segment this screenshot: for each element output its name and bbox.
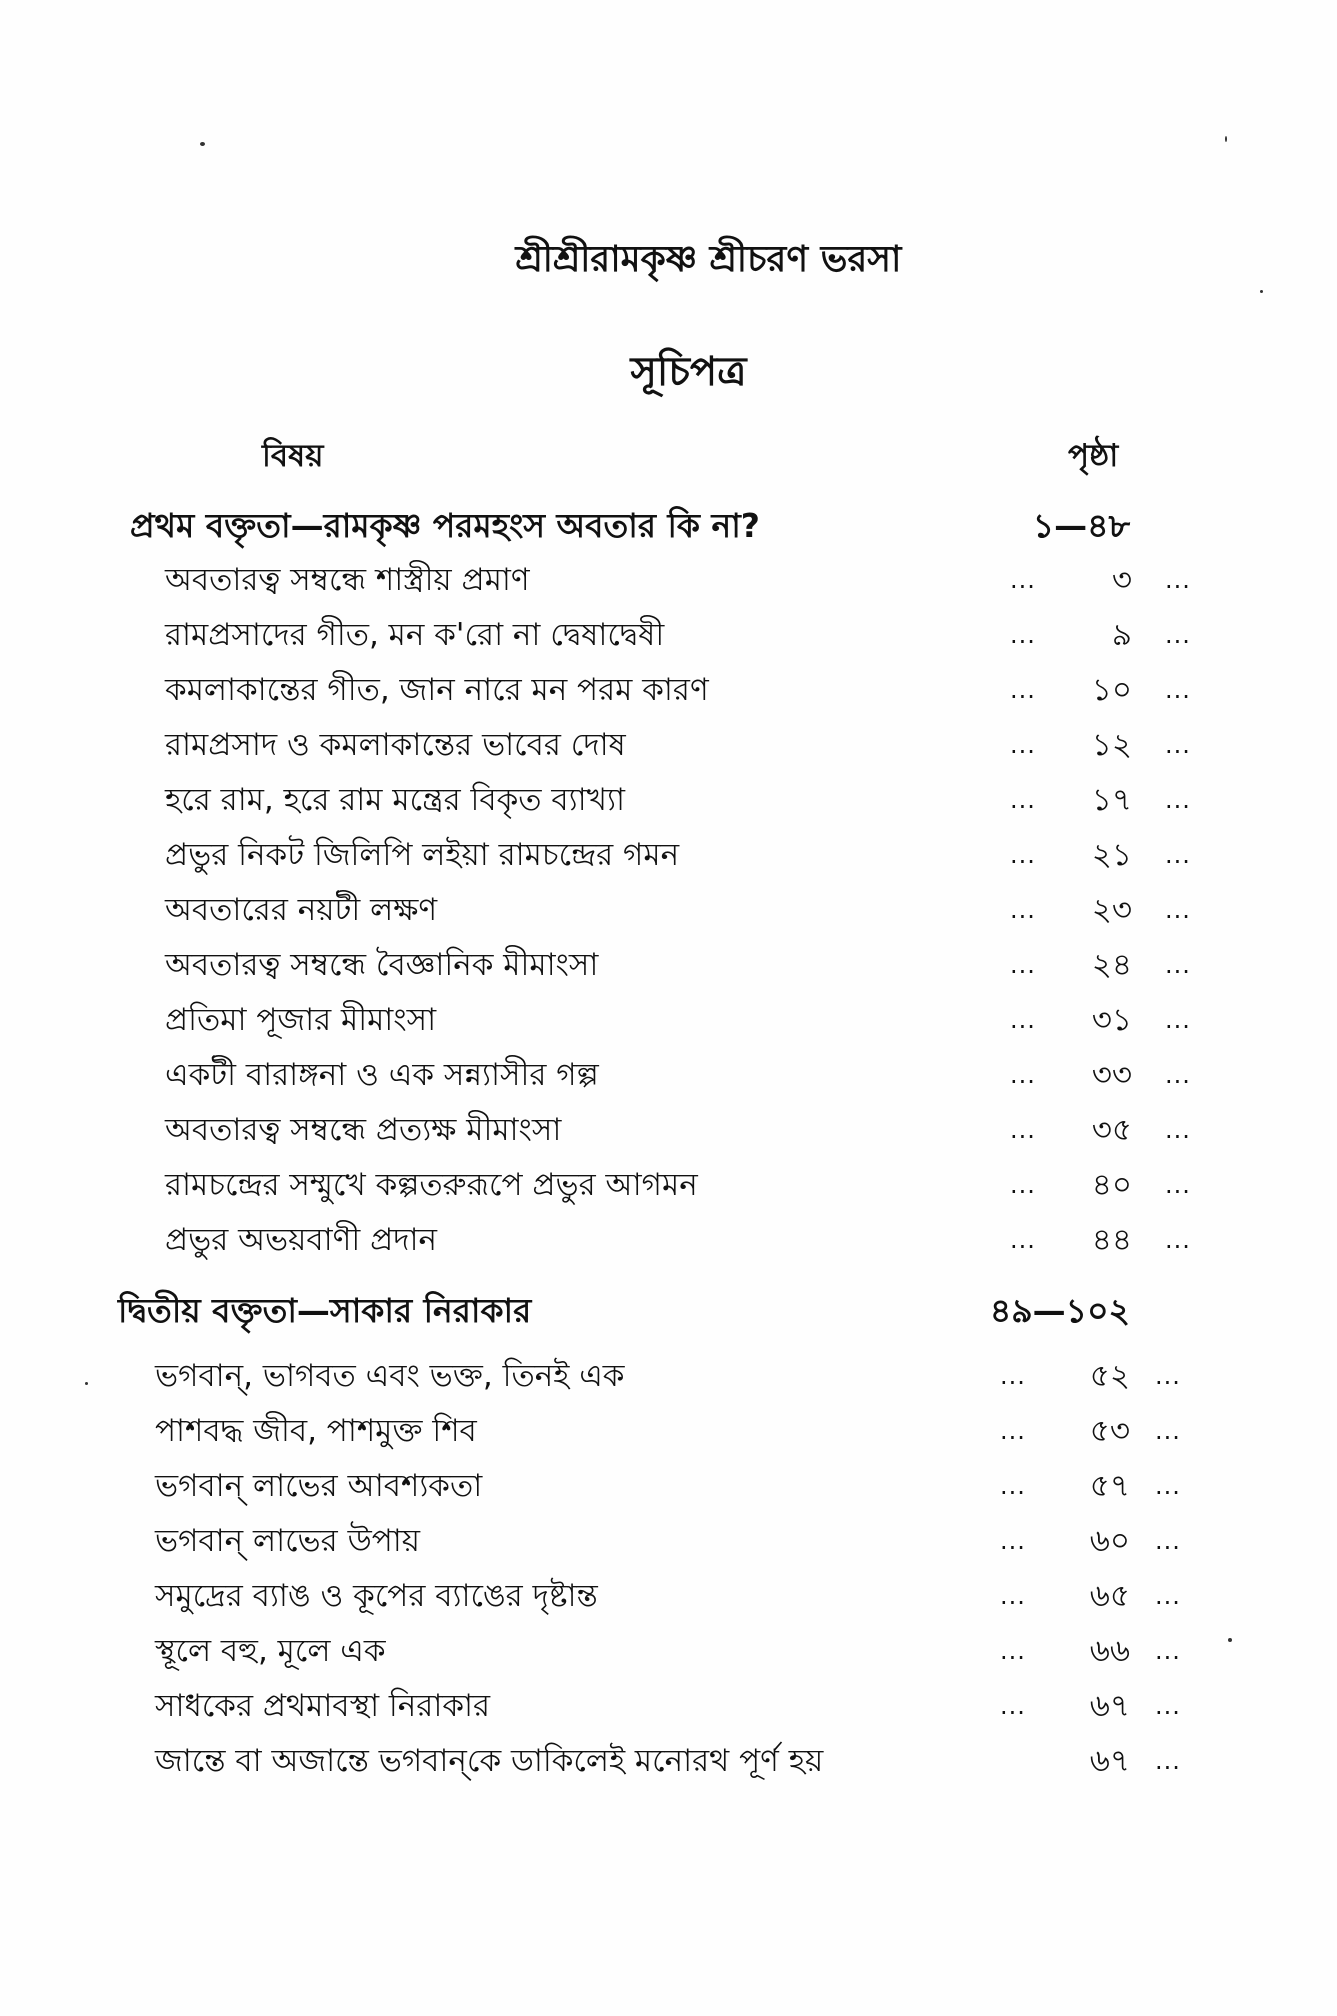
chapter-heading — [130, 500, 1130, 550]
scan-speck — [1228, 1638, 1232, 1642]
dot-leader: ... — [1165, 621, 1191, 649]
dot-leader: ... — [1010, 951, 1036, 979]
toc-entry — [165, 1161, 1191, 1213]
dot-leader: ... — [1165, 676, 1191, 704]
entry-title: রামচন্দ্রের সম্মুখে কল্পতরুরূপে প্রভুর আগমন — [165, 1167, 698, 1203]
dot-leader: ... — [1000, 1527, 1026, 1555]
dot-leader: ... — [1000, 1472, 1026, 1500]
toc-entry — [155, 1407, 1181, 1459]
entry-page: ৩১ — [1091, 1002, 1132, 1038]
dot-leader: ... — [1155, 1472, 1181, 1500]
dot-leader: ... — [1165, 896, 1191, 924]
dot-leader: ... — [1165, 1116, 1191, 1144]
entry-page: ১০ — [1091, 672, 1132, 708]
entry-title: ভগবান্ লাভের আবশ্যকতা — [155, 1468, 483, 1504]
toc-entry — [165, 1051, 1191, 1103]
entry-page: ২৪ — [1091, 947, 1132, 983]
dot-leader: ... — [1010, 1006, 1036, 1034]
toc-entry — [165, 776, 1191, 828]
entry-page: ৬৫ — [1089, 1578, 1130, 1614]
dot-leader: ... — [1000, 1637, 1026, 1665]
entry-page: ৫৭ — [1089, 1468, 1130, 1504]
dot-leader: ... — [1010, 731, 1036, 759]
blessing-line: শ্রীশ্রীরামকৃষ্ণ শ্রীচরণ ভরসা — [515, 239, 902, 280]
chapter-page-range: ৪৯—১০২ — [989, 1291, 1130, 1330]
dot-leader: ... — [1155, 1417, 1181, 1445]
dot-leader: ... — [1010, 896, 1036, 924]
toc-entry — [165, 831, 1191, 883]
toc-entry — [165, 611, 1191, 663]
dot-leader: ... — [1155, 1582, 1181, 1610]
dot-leader: ... — [1010, 1226, 1036, 1254]
entry-title: জান্তে বা অজান্তে ভগবান্‌কে ডাকিলেই মনোরথ পূর্ণ হয় — [155, 1743, 824, 1779]
entry-title: সাধকের প্রথমাবস্থা নিরাকার — [155, 1688, 491, 1724]
toc-entry — [165, 941, 1191, 993]
entry-title: অবতারত্ব সম্বন্ধে শাস্ত্রীয় প্রমাণ — [165, 562, 530, 598]
dot-leader: ... — [1010, 566, 1036, 594]
toc-entry — [165, 1216, 1191, 1268]
dot-leader: ... — [1155, 1637, 1181, 1665]
toc-entry — [155, 1462, 1181, 1514]
entry-page: ২১ — [1091, 837, 1132, 873]
dot-leader: ... — [1165, 841, 1191, 869]
dot-leader: ... — [1010, 1061, 1036, 1089]
toc-entry — [165, 666, 1191, 718]
dot-leader: ... — [1010, 1116, 1036, 1144]
column-header-page: পৃষ্ঠা — [1068, 438, 1119, 474]
chapter-page-range: ১—৪৮ — [1032, 506, 1130, 545]
entry-title: হরে রাম, হরে রাম মন্ত্রের বিকৃত ব্যাখ্যা — [165, 782, 625, 818]
dot-leader: ... — [1165, 566, 1191, 594]
entry-page: ৬৭ — [1089, 1743, 1130, 1779]
dot-leader: ... — [1165, 1171, 1191, 1199]
entry-title: রামপ্রসাদের গীত, মন ক'রো না দ্বেষাদ্বেষী — [165, 617, 665, 653]
scan-speck — [85, 1382, 88, 1385]
entry-title: একটী বারাঙ্গনা ও এক সন্ন্যাসীর গল্প — [165, 1057, 599, 1093]
toc-entry — [165, 886, 1191, 938]
chapter-title: প্রথম বক্তৃতা—রামকৃষ্ণ পরমহংস অবতার কি না? — [130, 506, 760, 545]
chapter-heading — [118, 1285, 1130, 1335]
toc-entry — [155, 1627, 1181, 1679]
dot-leader: ... — [1165, 1006, 1191, 1034]
dot-leader: ... — [1165, 1226, 1191, 1254]
entry-title: রামপ্রসাদ ও কমলাকান্তের ভাবের দোষ — [165, 727, 626, 763]
toc-entry — [155, 1352, 1181, 1404]
entry-page: ৯ — [1111, 617, 1132, 653]
dot-leader: ... — [1010, 1171, 1036, 1199]
entry-page: ৪০ — [1091, 1167, 1132, 1203]
entry-title: পাশবদ্ধ জীব, পাশমুক্ত শিব — [155, 1413, 477, 1449]
toc-entry — [155, 1682, 1181, 1734]
entry-page: ৬৬ — [1089, 1633, 1130, 1669]
scan-speck — [200, 142, 205, 146]
entry-title: প্রতিমা পূজার মীমাংসা — [165, 1002, 437, 1038]
entry-title: স্থূলে বহু, মূলে এক — [155, 1633, 386, 1669]
dot-leader: ... — [1165, 731, 1191, 759]
dot-leader: ... — [1165, 786, 1191, 814]
dot-leader: ... — [1010, 786, 1036, 814]
entry-page: ৬০ — [1089, 1523, 1130, 1559]
toc-entry — [165, 556, 1191, 608]
dot-leader: ... — [1010, 621, 1036, 649]
entry-title: ভগবান্, ভাগবত এবং ভক্ত, তিনই এক — [155, 1358, 625, 1394]
entry-page: ৩৫ — [1091, 1112, 1132, 1148]
toc-entry — [165, 721, 1191, 773]
entry-page: ৬৭ — [1089, 1688, 1130, 1724]
entry-page: ৫২ — [1089, 1358, 1130, 1394]
dot-leader: ... — [1000, 1362, 1026, 1390]
entry-title: অবতারত্ব সম্বন্ধে বৈজ্ঞানিক মীমাংসা — [165, 947, 599, 983]
column-header-subject: বিষয় — [262, 438, 324, 474]
dot-leader: ... — [1000, 1692, 1026, 1720]
toc-entry — [155, 1572, 1181, 1624]
entry-title: প্রভুর অভয়বাণী প্রদান — [165, 1222, 437, 1258]
entry-page: ৩ — [1111, 562, 1132, 598]
entry-page: ২৩ — [1091, 892, 1132, 928]
entry-title: প্রভুর নিকট জিলিপি লইয়া রামচন্দ্রের গমন — [165, 837, 680, 873]
dot-leader: ... — [1155, 1362, 1181, 1390]
entry-page: ৫৩ — [1089, 1413, 1130, 1449]
toc-entry — [165, 1106, 1191, 1158]
toc-entry — [165, 996, 1191, 1048]
entry-title: অবতারের নয়টী লক্ষণ — [165, 892, 438, 928]
entry-title: ভগবান্ লাভের উপায় — [155, 1523, 421, 1559]
dot-leader: ... — [1000, 1582, 1026, 1610]
scan-speck — [1225, 136, 1227, 142]
dot-leader: ... — [1000, 1417, 1026, 1445]
chapter-title: দ্বিতীয় বক্তৃতা—সাকার নিরাকার — [118, 1291, 532, 1330]
dot-leader: ... — [1165, 951, 1191, 979]
entry-page: ১২ — [1091, 727, 1132, 763]
page-title: সূচিপত্র — [630, 349, 747, 395]
dot-leader: ... — [1010, 841, 1036, 869]
toc-entry — [155, 1517, 1181, 1569]
entry-page: ১৭ — [1091, 782, 1132, 818]
dot-leader: ... — [1010, 676, 1036, 704]
dot-leader: ... — [1155, 1527, 1181, 1555]
dot-leader: ... — [1155, 1747, 1181, 1775]
entry-page: ৩৩ — [1091, 1057, 1132, 1093]
dot-leader: ... — [1165, 1061, 1191, 1089]
entry-page: ৪৪ — [1091, 1222, 1132, 1258]
dot-leader: ... — [1155, 1692, 1181, 1720]
toc-entry — [155, 1737, 1181, 1789]
entry-title: অবতারত্ব সম্বন্ধে প্রত্যক্ষ মীমাংসা — [165, 1112, 562, 1148]
entry-title: কমলাকান্তের গীত, জান নারে মন পরম কারণ — [165, 672, 709, 708]
entry-title: সমুদ্রের ব্যাঙ ও কূপের ব্যাঙের দৃষ্টান্ত — [155, 1578, 598, 1614]
